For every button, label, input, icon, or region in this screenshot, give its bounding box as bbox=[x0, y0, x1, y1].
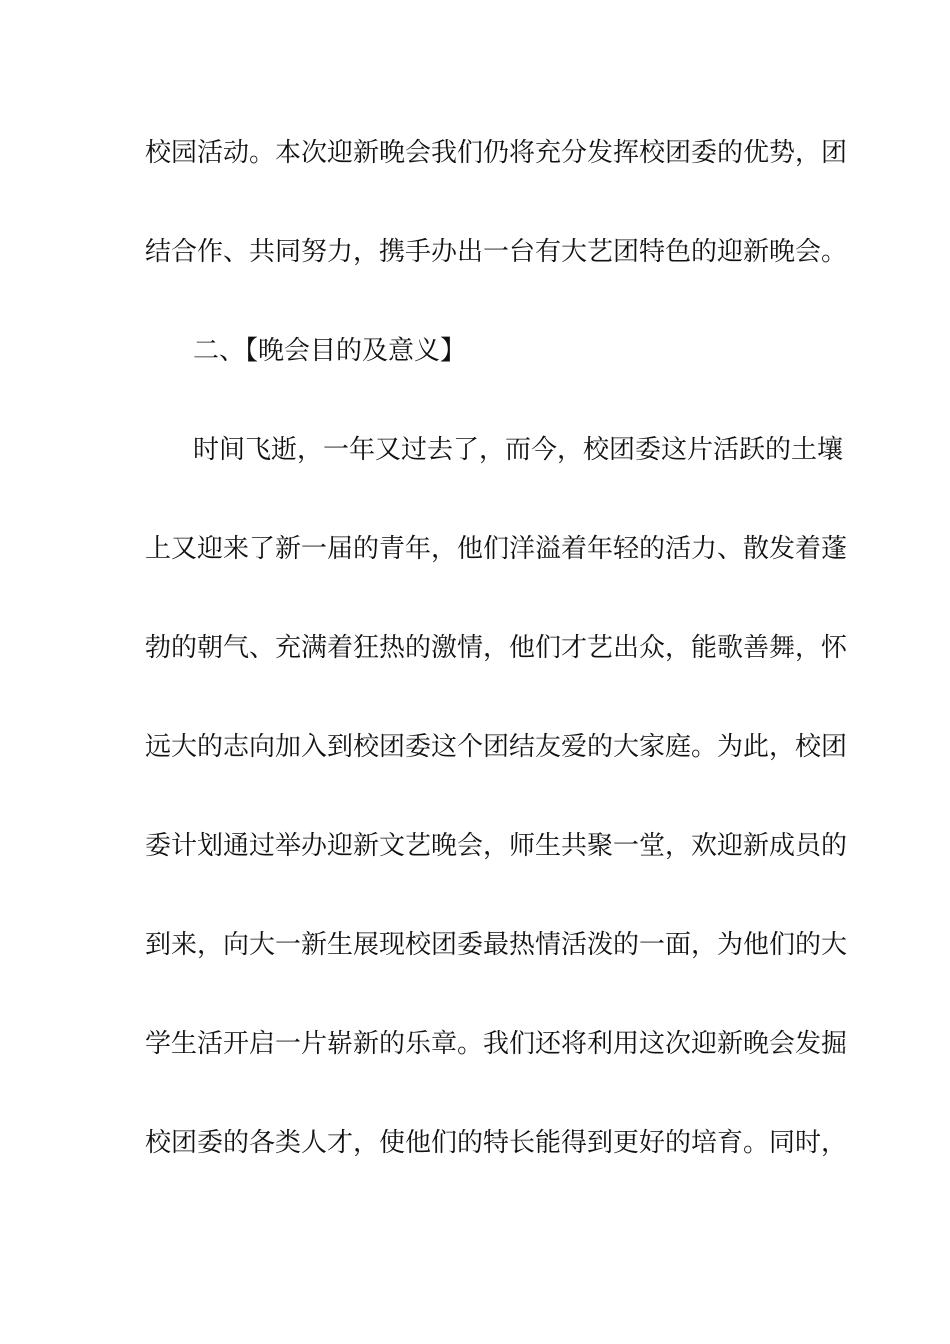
section-heading: 二、【晚会目的及意义】 bbox=[193, 336, 467, 366]
paragraph-line: 校团委的各类人才，使他们的特长能得到更好的培育。同时， bbox=[145, 1128, 848, 1158]
paragraph-line: 到来，向大一新生展现校团委最热情活泼的一面，为他们的大 bbox=[145, 930, 848, 960]
paragraph-line: 委计划通过举办迎新文艺晚会，师生共聚一堂，欢迎新成员的 bbox=[145, 831, 848, 861]
paragraph-line: 上又迎来了新一届的青年，他们洋溢着年轻的活力、散发着蓬 bbox=[145, 534, 848, 564]
paragraph-line: 时间飞逝，一年又过去了，而今，校团委这片活跃的土壤 bbox=[193, 435, 844, 465]
paragraph-line: 勃的朝气、充满着狂热的激情，他们才艺出众，能歌善舞，怀 bbox=[145, 633, 848, 663]
paragraph-line: 学生活开启一片崭新的乐章。我们还将利用这次迎新晚会发掘 bbox=[145, 1029, 848, 1059]
paragraph-line: 结合作、共同努力，携手办出一台有大艺团特色的迎新晚会。 bbox=[145, 237, 848, 267]
paragraph-line: 校园活动。本次迎新晚会我们仍将充分发挥校团委的优势，团 bbox=[145, 138, 848, 168]
paragraph-line: 远大的志向加入到校团委这个团结友爱的大家庭。为此，校团 bbox=[145, 732, 848, 762]
